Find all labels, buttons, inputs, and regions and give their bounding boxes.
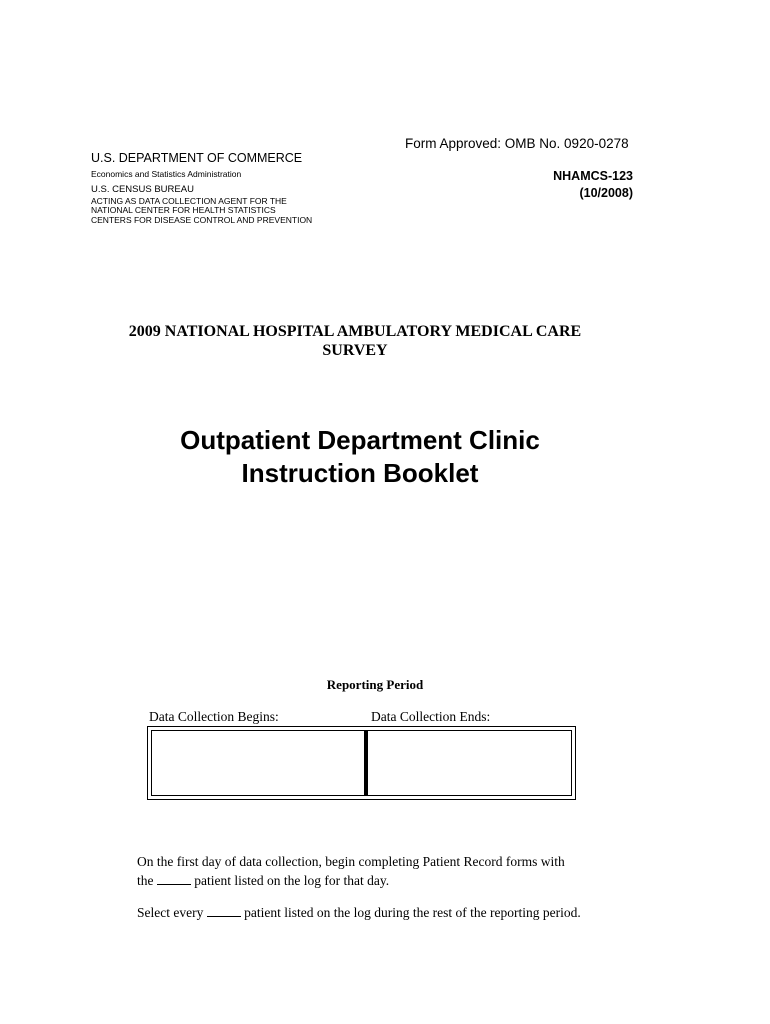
instruction-first-day-rest: patient listed on the log for that day. xyxy=(194,873,390,888)
data-collection-begins-field[interactable] xyxy=(152,731,368,795)
agent-line-1: ACTING AS DATA COLLECTION AGENT FOR THE xyxy=(91,195,287,206)
instruction-sampling-rest: patient listed on the log during the rest of the reporting period. xyxy=(244,905,581,920)
agency-block xyxy=(91,152,312,225)
bureau-name: U.S. CENSUS BUREAU xyxy=(91,184,194,195)
data-collection-ends-label: Data Collection Ends: xyxy=(371,709,491,724)
instruction-first-day xyxy=(137,852,657,890)
survey-title-line-2: SURVEY xyxy=(322,342,388,359)
reporting-period-title: Reporting Period xyxy=(326,677,424,692)
form-number-block xyxy=(553,168,633,202)
booklet-title-line-2: Instruction Booklet xyxy=(241,458,479,488)
data-collection-begins-label: Data Collection Begins: xyxy=(149,709,279,724)
reporting-period-box xyxy=(147,726,576,800)
agent-line-2: NATIONAL CENTER FOR HEALTH STATISTICS xyxy=(91,205,276,215)
instruction-sampling xyxy=(137,903,657,922)
instruction-select-every: Select every xyxy=(137,905,204,920)
form-date: (10/2008) xyxy=(579,186,633,200)
survey-title-line-1: 2009 NATIONAL HOSPITAL AMBULATORY MEDICAL CARE xyxy=(128,323,582,340)
form-number: NHAMCS-123 xyxy=(553,169,633,183)
administration-name: Economics and Statistics Administration xyxy=(91,168,242,179)
instruction-first-day-line-1: On the first day of data collection, begin completing Patient Record forms with xyxy=(137,854,565,869)
first-patient-blank[interactable] xyxy=(157,873,191,885)
data-collection-ends-field[interactable] xyxy=(368,731,571,795)
omb-approval: Form Approved: OMB No. 0920-0278 xyxy=(405,136,629,151)
agent-line-3: CENTERS FOR DISEASE CONTROL AND PREVENTION xyxy=(91,214,313,225)
survey-title xyxy=(60,322,650,360)
booklet-title xyxy=(60,424,660,490)
sampling-interval-blank[interactable] xyxy=(207,905,241,917)
booklet-title-line-1: Outpatient Department Clinic xyxy=(180,425,540,455)
reporting-period-inner xyxy=(151,730,572,796)
department-name: U.S. DEPARTMENT OF COMMERCE xyxy=(91,151,303,165)
instruction-the: the xyxy=(137,873,154,888)
instruction-first-day-line-2 xyxy=(137,871,657,890)
